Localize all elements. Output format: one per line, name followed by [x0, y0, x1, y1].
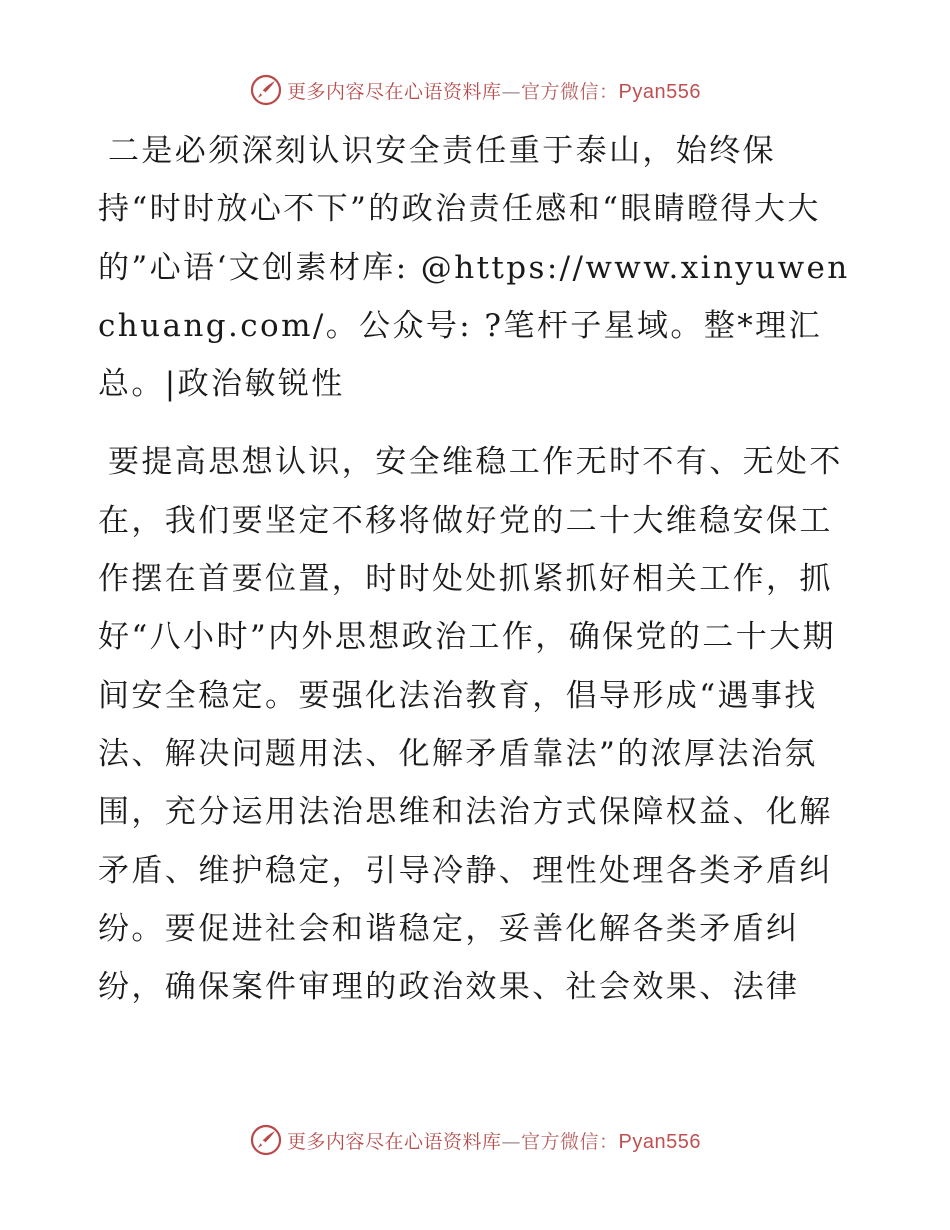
- quill-circle-logo-icon: [249, 1123, 283, 1157]
- footer-banner: [0, 1120, 950, 1160]
- document-body: [98, 122, 858, 1016]
- footer-banner-text: 更多内容尽在心语资料库—官方微信：Pyan556: [287, 1130, 701, 1153]
- paragraph-1: 二是必须深刻认识安全责任重于泰山，始终保持“时时放心不下”的政治责任感和“眼睛瞪得大大的”心语‘文创素材库: @https://www.xinyuwenchuang.com/。公众号: ?笔杆子星域。整*理汇总。|政治敏锐性: [98, 133, 850, 403]
- paragraph-2: 要提高思想认识，安全维稳工作无时不有、无处不在，我们要坚定不移将做好党的二十大维稳安保工作摆在首要位置，时时处处抓紧抓好相关工作，抓好“八小时”内外思想政治工作，确保党的二十大期间安全稳定。要强化法治教育，倡导形成“遇事找法、解决问题用法、化解矛盾靠法”的浓厚法治氛围，充分运用法治思维和法治方式保障权益、化解矛盾、维护稳定，引导冷静、理性处理各类矛盾纠纷。要促进社会和谐稳定，妥善化解各类矛盾纠纷，确保案件审理的政治效果、社会效果、法律: [98, 444, 843, 1006]
- quill-circle-logo-icon: [249, 73, 283, 107]
- header-banner-text: 更多内容尽在心语资料库—官方微信：Pyan556: [287, 80, 701, 103]
- header-banner: [0, 70, 950, 110]
